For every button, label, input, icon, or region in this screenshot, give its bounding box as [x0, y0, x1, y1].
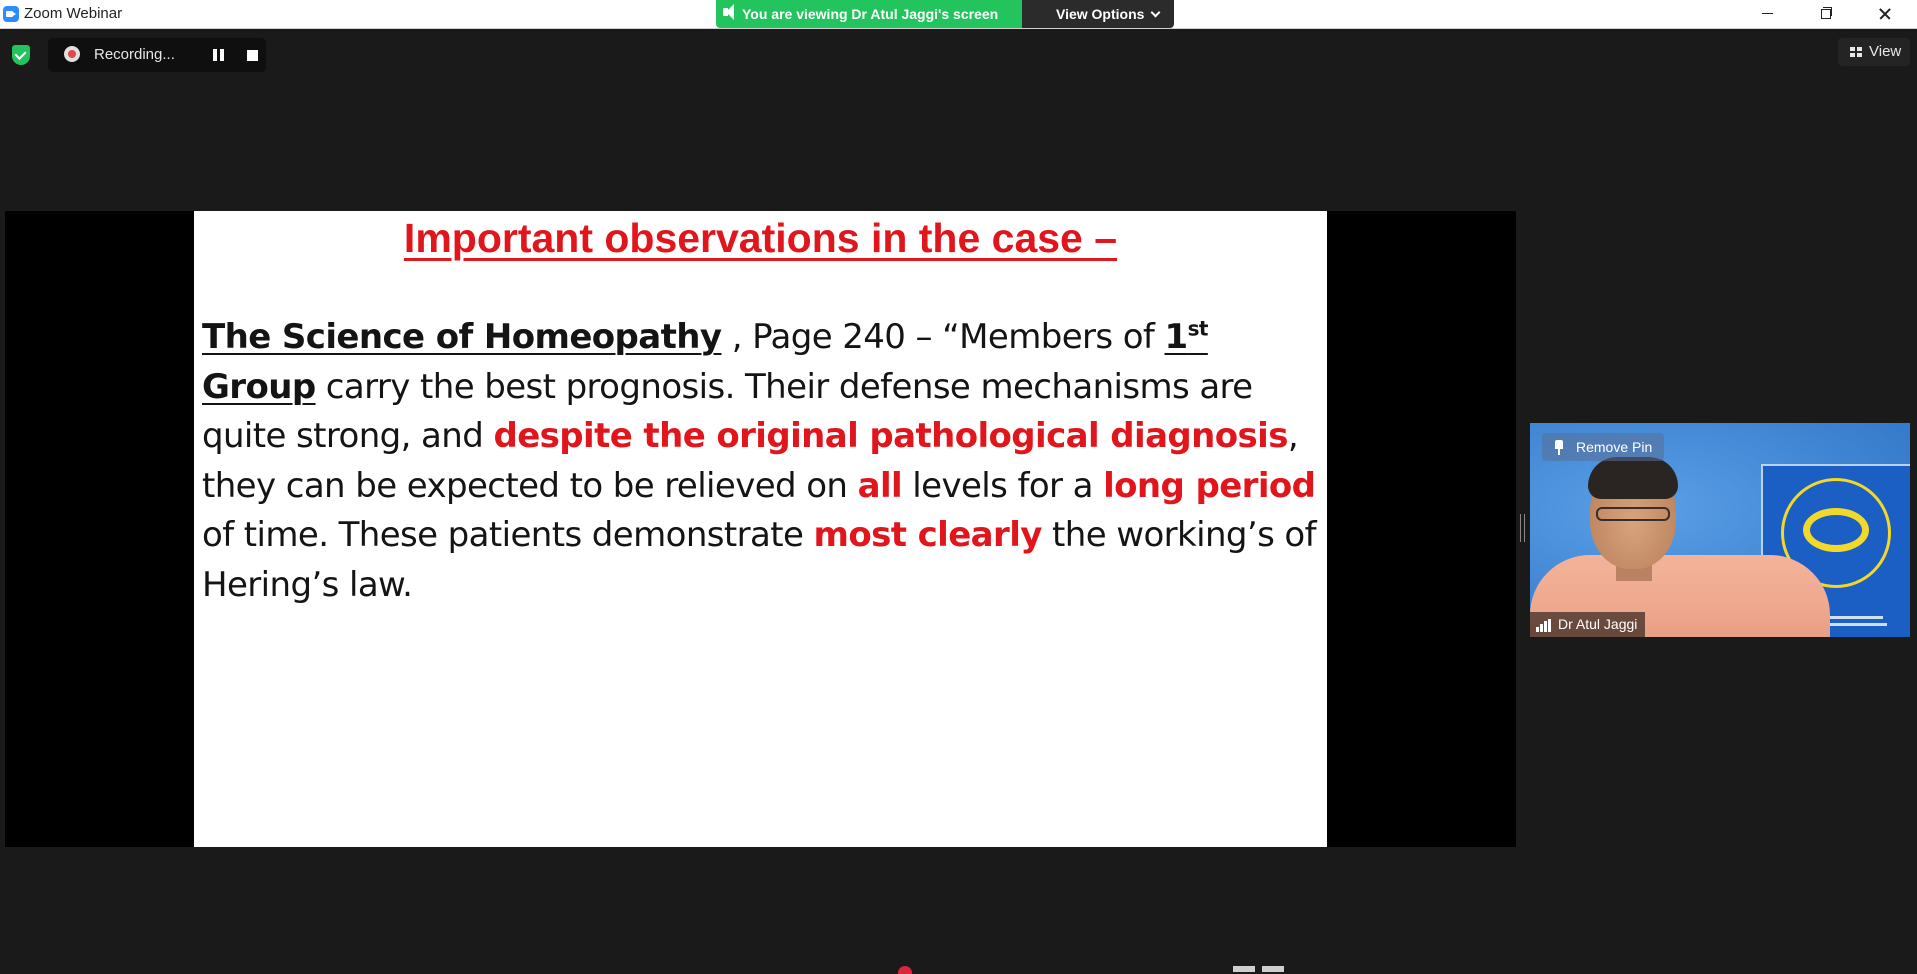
slide-text-1: carry the best prognosis. Their defense mechanisms are quite strong, and [202, 366, 1253, 456]
toolbar-edge-indicator [1262, 966, 1284, 972]
group-word: Group [202, 366, 316, 407]
recording-label: Recording... [94, 46, 175, 63]
restore-button[interactable] [1803, 0, 1849, 28]
participant-hair [1588, 457, 1678, 499]
view-button[interactable] [1838, 38, 1910, 66]
remove-pin-button[interactable] [1542, 433, 1664, 461]
participant-name: Dr Atul Jaggi [1558, 616, 1638, 632]
view-label: View [1869, 43, 1902, 60]
participant-video-tile[interactable] [1530, 423, 1910, 637]
record-icon [64, 46, 80, 62]
book-title: The Science of Homeopathy [202, 317, 722, 357]
close-button[interactable] [1862, 0, 1908, 28]
zoom-logo-icon [3, 6, 19, 22]
slide-body [202, 313, 1322, 610]
minimize-button[interactable] [1745, 0, 1791, 28]
group-suffix: st [1187, 316, 1208, 341]
grid-view-icon [1850, 47, 1862, 57]
pin-icon [1555, 440, 1563, 449]
slide-highlight-4: most clearly [813, 515, 1042, 555]
slide-text-4: of time. These patients demonstrate [202, 515, 804, 555]
view-options-label: View Options [1056, 6, 1145, 22]
view-options-button[interactable] [1022, 0, 1174, 28]
security-shield-icon[interactable] [12, 45, 30, 65]
pause-recording-icon[interactable] [213, 49, 224, 61]
chevron-down-icon [1151, 8, 1161, 18]
participant-glasses [1596, 507, 1670, 521]
group-number: 1 [1164, 317, 1188, 357]
speaker-icon [723, 8, 728, 16]
slide-title: Important observations in the case – [403, 215, 1118, 261]
slide-text-3: levels for a [912, 465, 1093, 506]
slide-text-5: the working’s of Hering’s law. [202, 515, 1316, 605]
slide-highlight-2: all [857, 465, 903, 506]
stop-recording-icon[interactable] [247, 50, 258, 61]
participant-name-tag [1530, 612, 1645, 637]
toolbar-edge-indicator [898, 966, 912, 974]
slide-text-2: , they can be expected to be relieved on [202, 416, 1299, 506]
poster-emblem [1803, 508, 1869, 552]
panel-resize-handle[interactable] [1520, 514, 1525, 542]
viewing-screen-banner [716, 0, 1022, 28]
page-reference: , Page 240 – “Members of [731, 317, 1155, 357]
signal-strength-icon [1536, 619, 1552, 632]
recording-indicator [48, 38, 266, 72]
toolbar-edge-indicator [1233, 966, 1255, 972]
remove-pin-label: Remove Pin [1576, 439, 1653, 455]
presentation-slide [194, 211, 1327, 847]
slide-highlight-3: long period [1103, 465, 1316, 506]
slide-highlight-1: despite the original pathological diagnosis [493, 416, 1288, 456]
viewing-text: You are viewing Dr Atul Jaggi's screen [742, 6, 999, 22]
app-title: Zoom Webinar [24, 5, 123, 22]
